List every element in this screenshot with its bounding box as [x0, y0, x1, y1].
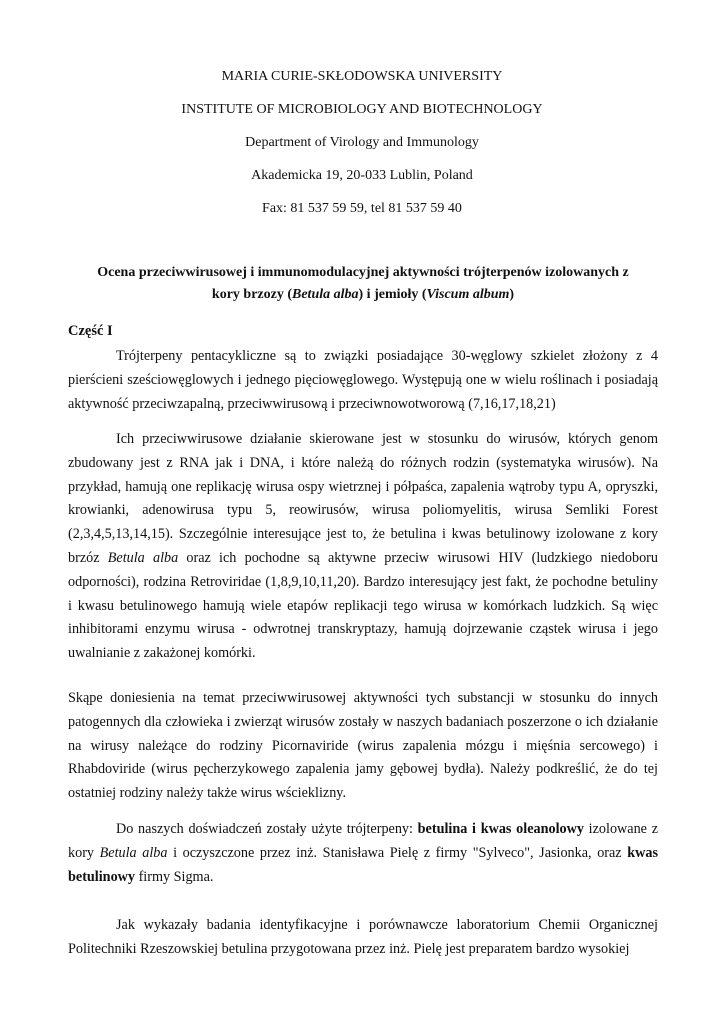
contact-info: Fax: 81 537 59 59, tel 81 537 59 40	[262, 201, 462, 216]
paragraph-1: Trójterpeny pentacykliczne są to związki posiadające 30-węglowy szkielet złożony z 4 pierścieni sześciowęglowych i jednego pięciowęglowego. Występują one w wielu roślinach i posiadają aktywność przeciwzapalną, przeciwwirusową i przeciwnowotworową (7,16,17,18,21)	[68, 348, 658, 412]
paragraph-5: Jak wykazały badania identyfikacyjne i porównawcze laboratorium Chemii Organicznej Politechniki Rzeszowskiej betulina przygotowana przez inż. Pielę jest preparatem bardzo wysokiej	[68, 917, 658, 957]
institute-name: INSTITUTE OF MICROBIOLOGY AND BIOTECHNOLOGY	[181, 102, 543, 117]
department-name: Department of Virology and Immunology	[245, 135, 479, 150]
university-name: MARIA CURIE-SKŁODOWSKA UNIVERSITY	[221, 69, 503, 84]
title-line-2: kory brzozy (Betula alba) i jemioły (Viscum album)	[211, 287, 515, 302]
section-heading: Część I	[68, 323, 113, 339]
address: Akademicka 19, 20-033 Lublin, Poland	[251, 168, 473, 183]
paragraph-3: Skąpe doniesienia na temat przeciwwirusowej aktywności tych substancji w stosunku do innych patogennych dla człowieka i zwierząt wirusów zostały w naszych badaniach poszerzone o ich działanie na wirusy należące do rodziny Picornaviride (wirus zapalenia mózgu i mięśnia sercowego) i Rhabdoviride (wirus pęcherzykowego zapalenia jamy gębowej bydła). Należy podkreślić, że do tej ostatniej rodziny należy także wirus wścieklizny.	[68, 690, 658, 802]
paragraph-2: Ich przeciwwirusowe działanie skierowane jest w stosunku do wirusów, których genom zbudowany jest z RNA jak i DNA, i które należą do różnych rodzin (systematyka wirusów). Na przykład, hamują one replikację wirusa ospy wietrznej i półpaśca, zapalenia wątroby typu A, opryszki, krowianki, adenowirusa typu 5, reowirusów, wirusa poliomyelitis, wirusa Semliki Forest (2,3,4,5,13,14,15). Szczególnie interesujące jest to, że betulina i kwas betulinowy izolowane z kory brzóz Betula alba oraz ich pochodne są aktywne przeciw wirusowi HIV (ludzkiego niedoboru odporności), rodzina Retroviridae (1,8,9,10,11,20). Bardzo interesujący jest fakt, że pochodne betuliny i kwasu betulinowego hamują wiele etapów replikacji tego wirusa w komórkach ludzkich. Są więc inhibitorami enzymu wirusa - odwrotnej transkryptazy, hamują dojrzewanie cząstek wirusa i jego uwalnianie z zakażonej komórki.	[68, 431, 658, 662]
document-title	[68, 262, 658, 306]
paragraph-4: Do naszych doświadczeń zostały użyte trójterpeny: betulina i kwas oleanolowy izolowane z kory Betula alba i oczyszczone przez inż. Stanisława Pielę z firmy "Sylveco", Jasionka, oraz kwas betulinowy firmy Sigma.	[68, 821, 658, 885]
title-line-1: Ocena przeciwwirusowej i immunomodulacyjnej aktywności trójterpenów izolowanych z	[97, 265, 629, 280]
